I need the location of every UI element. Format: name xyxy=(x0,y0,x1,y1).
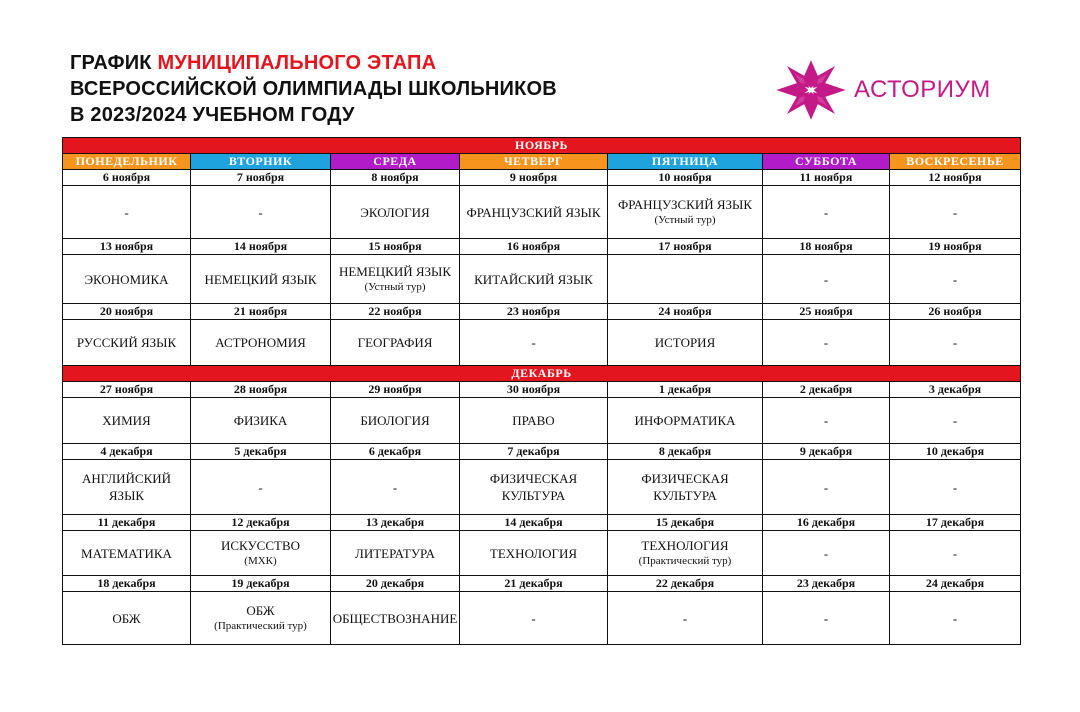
weekday-header: ВТОРНИК xyxy=(191,154,331,170)
title-line-3: В 2023/2024 УЧЕБНОМ ГОДУ xyxy=(70,104,355,126)
subject-name: ЭКОЛОГИЯ xyxy=(360,204,430,220)
subject-cell xyxy=(191,255,331,304)
date-cell: 12 декабря xyxy=(191,515,331,531)
subject-name: - xyxy=(531,335,536,350)
subject-cell xyxy=(608,460,763,515)
subject-cell xyxy=(331,398,460,444)
subject-row xyxy=(63,531,1021,576)
subject-name: - xyxy=(823,479,829,495)
date-row xyxy=(63,444,1021,460)
month-row xyxy=(63,366,1021,382)
date-cell: 9 ноября xyxy=(460,170,608,186)
weekday-header: СРЕДА xyxy=(331,154,460,170)
date-cell: 18 ноября xyxy=(763,239,890,255)
date-cell: 27 ноября xyxy=(63,382,191,398)
subject-cell xyxy=(763,186,890,239)
date-cell: 15 декабря xyxy=(608,515,763,531)
subject-name: ФИЗИЧЕСКАЯ КУЛЬТУРА xyxy=(489,471,578,503)
date-cell: 16 ноября xyxy=(460,239,608,255)
subject-name: - xyxy=(823,545,829,561)
subject-name: - xyxy=(823,413,829,428)
title-line-2: ВСЕРОССИЙСКОЙ ОЛИМПИАДЫ ШКОЛЬНИКОВ xyxy=(70,78,557,100)
subject-cell xyxy=(890,592,1021,645)
title-highlight: МУНИЦИПАЛЬНОГО ЭТАПА xyxy=(157,52,437,74)
subject-name: - xyxy=(952,545,958,561)
subject-name: ЭКОНОМИКА xyxy=(84,271,169,287)
subject-cell xyxy=(191,398,331,444)
date-cell: 19 декабря xyxy=(191,576,331,592)
date-cell: 7 декабря xyxy=(460,444,608,460)
date-cell: 22 ноября xyxy=(331,304,460,320)
subject-cell xyxy=(608,320,763,366)
subject-cell xyxy=(191,186,331,239)
date-cell: 11 декабря xyxy=(63,515,191,531)
date-cell: 24 ноября xyxy=(608,304,763,320)
schedule-table xyxy=(62,137,1021,645)
subject-cell xyxy=(63,592,191,645)
subject-name: ГЕОГРАФИЯ xyxy=(357,335,433,350)
date-cell: 11 ноября xyxy=(763,170,890,186)
subject-cell xyxy=(763,592,890,645)
subject-name: - xyxy=(823,271,829,287)
subject-row xyxy=(63,186,1021,239)
subject-name: РУССКИЙ ЯЗЫК xyxy=(76,335,177,350)
subject-cell xyxy=(331,531,460,576)
title-prefix: ГРАФИК xyxy=(70,52,158,74)
subject-name: ФРАНЦУЗСКИЙ ЯЗЫК xyxy=(617,197,753,212)
date-cell: 30 ноября xyxy=(460,382,608,398)
subject-cell xyxy=(191,460,331,515)
subject-cell xyxy=(763,398,890,444)
subject-name: ОБЖ xyxy=(246,603,275,618)
subject-name: АСТРОНОМИЯ xyxy=(215,335,306,350)
weekday-header: ПОНЕДЕЛЬНИК xyxy=(63,154,191,170)
subject-cell xyxy=(63,320,191,366)
subject-name: - xyxy=(952,413,958,428)
subject-cell xyxy=(460,460,608,515)
subject-cell xyxy=(191,320,331,366)
subject-row xyxy=(63,398,1021,444)
subject-name: ПРАВО xyxy=(512,413,555,428)
subject-cell xyxy=(63,531,191,576)
subject-cell xyxy=(890,531,1021,576)
subject-cell xyxy=(191,531,331,576)
subject-name: ЛИТЕРАТУРА xyxy=(355,545,435,561)
date-cell: 12 ноября xyxy=(890,170,1021,186)
subject-name: - xyxy=(952,610,958,626)
subject-note: (Практический тур) xyxy=(638,555,732,567)
month-row xyxy=(63,138,1021,154)
subject-cell xyxy=(460,592,608,645)
date-cell: 15 ноября xyxy=(331,239,460,255)
date-cell: 3 декабря xyxy=(890,382,1021,398)
subject-note: (Устный тур) xyxy=(654,214,716,226)
weekday-header: СУББОТА xyxy=(763,154,890,170)
date-cell: 1 декабря xyxy=(608,382,763,398)
subject-name: - xyxy=(952,204,958,220)
date-cell: 14 декабря xyxy=(460,515,608,531)
subject-cell xyxy=(763,255,890,304)
subject-cell xyxy=(608,531,763,576)
subject-name: КИТАЙСКИЙ ЯЗЫК xyxy=(474,271,593,287)
date-cell: 21 декабря xyxy=(460,576,608,592)
date-cell: 10 декабря xyxy=(890,444,1021,460)
subject-name: ТЕХНОЛОГИЯ xyxy=(489,545,578,561)
date-cell: 20 ноября xyxy=(63,304,191,320)
date-cell: 5 декабря xyxy=(191,444,331,460)
date-cell: 28 ноября xyxy=(191,382,331,398)
subject-cell xyxy=(763,460,890,515)
subject-row xyxy=(63,255,1021,304)
date-cell: 18 декабря xyxy=(63,576,191,592)
subject-cell xyxy=(460,255,608,304)
subject-cell xyxy=(63,460,191,515)
date-cell: 10 ноября xyxy=(608,170,763,186)
subject-cell xyxy=(890,255,1021,304)
subject-cell xyxy=(890,460,1021,515)
date-cell: 23 декабря xyxy=(763,576,890,592)
date-cell: 22 декабря xyxy=(608,576,763,592)
astorium-flower-icon xyxy=(776,60,846,120)
subject-name: НЕМЕЦКИЙ ЯЗЫК xyxy=(204,271,317,287)
subject-name: МАТЕМАТИКА xyxy=(81,545,172,561)
subject-note: (МХК) xyxy=(244,555,277,567)
subject-name: ФРАНЦУЗСКИЙ ЯЗЫК xyxy=(466,204,601,220)
subject-name: - xyxy=(258,479,263,495)
page-title xyxy=(70,50,557,128)
date-row xyxy=(63,304,1021,320)
date-cell: 6 декабря xyxy=(331,444,460,460)
date-cell: 7 ноября xyxy=(191,170,331,186)
subject-cell xyxy=(460,531,608,576)
weekday-header: ЧЕТВЕРГ xyxy=(460,154,608,170)
date-cell: 13 ноября xyxy=(63,239,191,255)
date-row xyxy=(63,239,1021,255)
subject-cell xyxy=(63,255,191,304)
subject-cell xyxy=(331,186,460,239)
date-cell: 20 декабря xyxy=(331,576,460,592)
subject-cell xyxy=(890,398,1021,444)
date-cell: 21 ноября xyxy=(191,304,331,320)
date-cell: 8 декабря xyxy=(608,444,763,460)
weekday-header: ВОСКРЕСЕНЬЕ xyxy=(890,154,1021,170)
subject-cell xyxy=(460,320,608,366)
subject-name: - xyxy=(258,204,263,220)
subject-name: ФИЗИКА xyxy=(233,413,288,428)
date-cell: 8 ноября xyxy=(331,170,460,186)
subject-cell xyxy=(63,398,191,444)
subject-cell xyxy=(608,255,763,304)
subject-name: - xyxy=(952,479,958,495)
date-cell: 24 декабря xyxy=(890,576,1021,592)
subject-name: - xyxy=(392,479,398,495)
date-row xyxy=(63,382,1021,398)
date-row xyxy=(63,515,1021,531)
date-cell: 16 декабря xyxy=(763,515,890,531)
title-line-1 xyxy=(70,50,557,76)
subject-name: - xyxy=(823,610,829,626)
subject-name: БИОЛОГИЯ xyxy=(360,413,430,428)
subject-row xyxy=(63,460,1021,515)
subject-name: - xyxy=(823,335,829,350)
subject-name: ИСТОРИЯ xyxy=(654,335,716,350)
subject-cell xyxy=(763,531,890,576)
subject-cell xyxy=(63,186,191,239)
subject-row xyxy=(63,592,1021,645)
date-cell: 29 ноября xyxy=(331,382,460,398)
date-cell: 2 декабря xyxy=(763,382,890,398)
subject-cell xyxy=(460,186,608,239)
weekday-header-row xyxy=(63,154,1021,170)
subject-name: АНГЛИЙСКИЙ ЯЗЫК xyxy=(81,471,172,503)
subject-name: - xyxy=(952,271,958,287)
logo xyxy=(776,60,991,120)
subject-name: ОБЩЕСТВОЗНАНИЕ xyxy=(332,610,458,626)
date-row xyxy=(63,576,1021,592)
weekday-header: ПЯТНИЦА xyxy=(608,154,763,170)
subject-cell xyxy=(331,592,460,645)
subject-cell xyxy=(191,592,331,645)
subject-cell xyxy=(331,320,460,366)
subject-cell xyxy=(608,398,763,444)
subject-row xyxy=(63,320,1021,366)
date-cell: 17 декабря xyxy=(890,515,1021,531)
subject-cell xyxy=(890,320,1021,366)
logo-text: АСТОРИУМ xyxy=(854,76,991,103)
subject-cell xyxy=(331,255,460,304)
subject-cell xyxy=(608,592,763,645)
date-cell: 26 ноября xyxy=(890,304,1021,320)
month-header: НОЯБРЬ xyxy=(63,138,1021,154)
date-cell: 23 ноября xyxy=(460,304,608,320)
date-cell: 4 декабря xyxy=(63,444,191,460)
subject-cell xyxy=(460,398,608,444)
subject-note: (Устный тур) xyxy=(364,281,426,293)
subject-name: ТЕХНОЛОГИЯ xyxy=(641,538,729,553)
date-cell: 25 ноября xyxy=(763,304,890,320)
subject-name: - xyxy=(682,610,688,626)
subject-name: НЕМЕЦКИЙ ЯЗЫК xyxy=(338,264,452,279)
month-header: ДЕКАБРЬ xyxy=(63,366,1021,382)
subject-name: ИСКУССТВО xyxy=(220,538,300,553)
subject-cell xyxy=(608,186,763,239)
subject-name: ХИМИЯ xyxy=(102,413,151,428)
subject-cell xyxy=(763,320,890,366)
subject-name: ИНФОРМАТИКА xyxy=(634,413,736,428)
subject-name: ФИЗИЧЕСКАЯ КУЛЬТУРА xyxy=(641,471,729,503)
subject-cell xyxy=(890,186,1021,239)
date-cell: 19 ноября xyxy=(890,239,1021,255)
date-cell: 9 декабря xyxy=(763,444,890,460)
date-cell: 6 ноября xyxy=(63,170,191,186)
subject-cell xyxy=(331,460,460,515)
subject-name: ОБЖ xyxy=(112,610,141,626)
subject-name: - xyxy=(531,610,536,626)
subject-name: - xyxy=(952,335,958,350)
date-row xyxy=(63,170,1021,186)
subject-name: - xyxy=(124,204,129,220)
date-cell: 13 декабря xyxy=(331,515,460,531)
date-cell: 14 ноября xyxy=(191,239,331,255)
subject-note: (Практический тур) xyxy=(214,620,307,632)
subject-name: - xyxy=(823,204,829,220)
date-cell: 17 ноября xyxy=(608,239,763,255)
